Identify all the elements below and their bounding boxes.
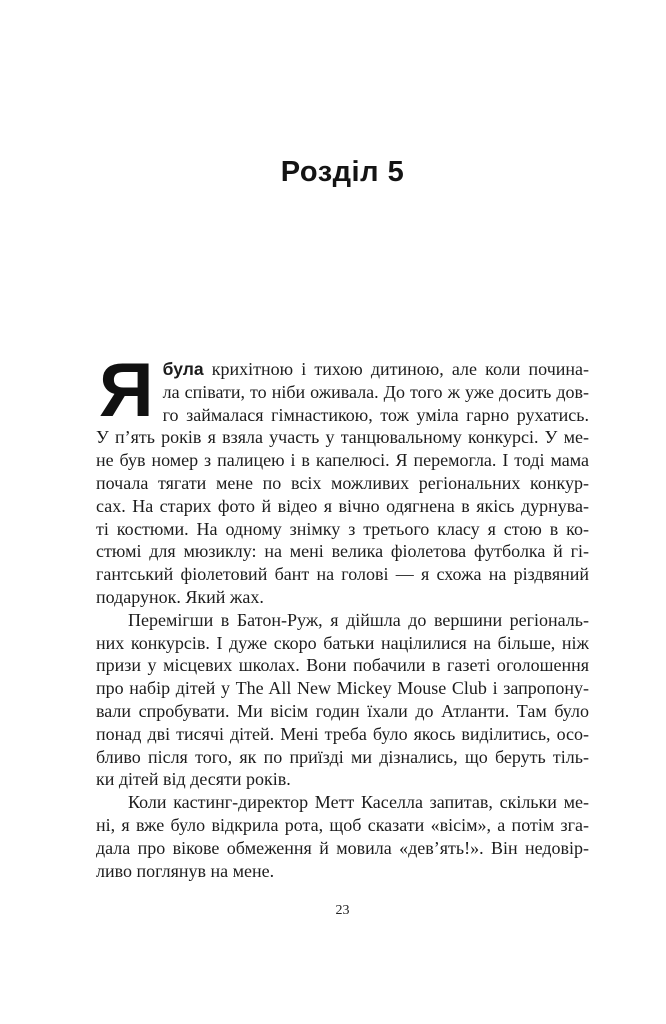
- text-line: У п’ять років я взяла участь у танцювальному конкурсі. У ме-: [96, 427, 589, 448]
- text-line: дала про вікове обмеження й мовила «дев’ять!». Він недовір-: [96, 837, 589, 858]
- text-line: го займалася гімнастикою, тож уміла гарно рухатись.: [162, 404, 589, 425]
- text-line: [96, 358, 589, 381]
- text-line: понад дві тисячі дітей. Мені треба було якось виділитись, осо-: [96, 723, 589, 744]
- text-line: подарунок. Який жах.: [96, 586, 264, 607]
- text-line: Перемігши в Батон-Руж, я дійшла до вершини регіональ-: [128, 609, 589, 630]
- text-line: не був номер з палицею і в капелюсі. Я перемогла. І тоді мама: [96, 450, 589, 471]
- text-line: ла співати, то ніби оживала. До того ж уже досить дов-: [162, 381, 589, 402]
- chapter-heading: Розділ 5: [280, 156, 405, 188]
- text-line-rest: крихітною і тихою дитиною, але коли почина-: [211, 359, 589, 379]
- text-line: почала тягати мене по всіх можливих регіональних конкур-: [96, 472, 589, 493]
- text-line: призи у місцевих школах. Вони побачили в газеті оголошення: [96, 655, 589, 676]
- page-number: 23: [335, 903, 350, 918]
- body-text: [96, 358, 589, 882]
- text-line: ки дітей від десяти років.: [96, 769, 291, 790]
- text-line: них конкурсів. І дуже скоро батьки націлилися на більше, ніж: [96, 632, 589, 653]
- text-line: гантський фіолетовий бант на голові — я схожа на різдвяний: [96, 564, 589, 585]
- text-line: ті костюми. На одному знімку з третього класу я стою в ко-: [96, 518, 589, 539]
- lead-word: була: [162, 359, 204, 379]
- paragraph-3: [96, 791, 589, 882]
- paragraph-1: [96, 358, 589, 609]
- text-line: сах. На старих фото й відео я вічно одягнена в якісь дурнува-: [96, 495, 589, 516]
- drop-cap: Я: [99, 358, 154, 433]
- text-line: бливо після того, як по приїзді ми дізнались, що беруть тіль-: [96, 746, 589, 767]
- paragraph-2: [96, 609, 589, 791]
- text-line: ливо поглянув на мене.: [96, 860, 275, 881]
- text-line: стюмі для мюзиклу: на мені велика фіолетова футболка й гі-: [96, 541, 589, 562]
- text-line: про набір дітей у The All New Mickey Mouse Club і запропону-: [96, 678, 589, 699]
- text-line: ні, я вже було відкрила рота, щоб сказати «вісім», а потім зга-: [96, 814, 589, 835]
- text-line: Коли кастинг-директор Метт Каселла запитав, скільки ме-: [128, 792, 589, 813]
- text-line: вали спробувати. Ми вісім годин їхали до Атланти. Там було: [96, 700, 589, 721]
